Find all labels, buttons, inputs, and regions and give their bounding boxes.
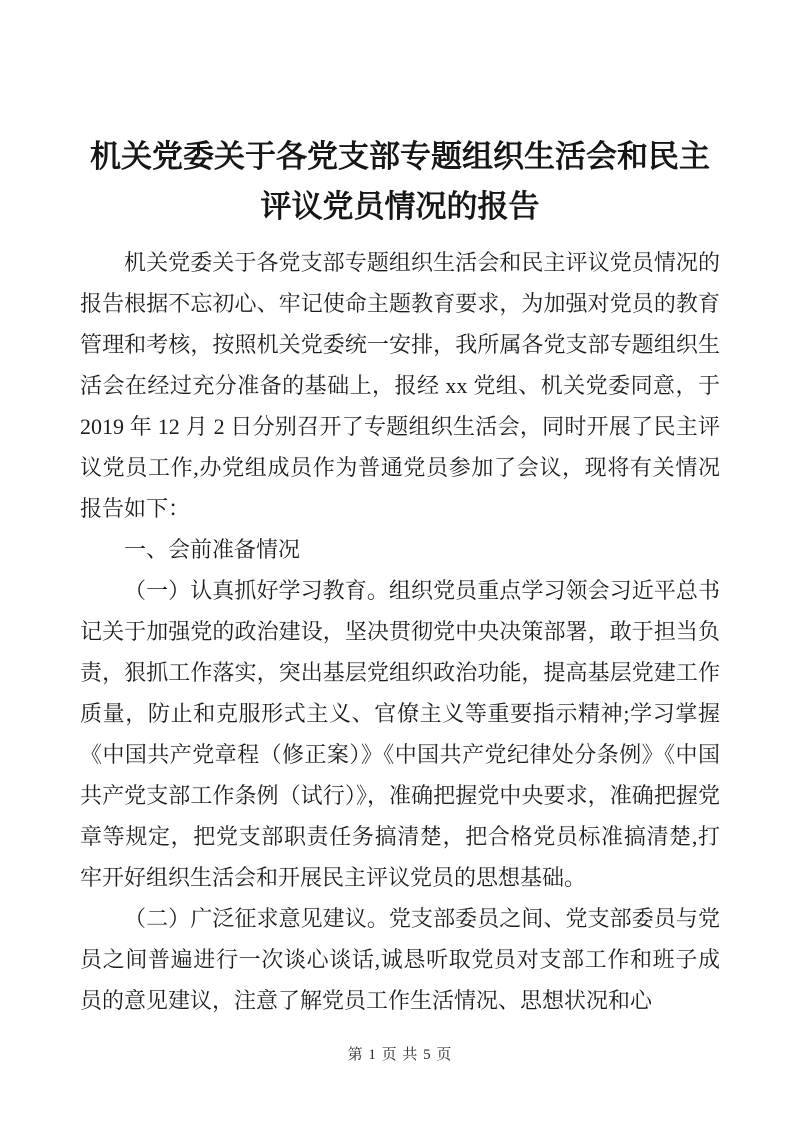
document-body <box>80 242 720 1021</box>
page-number-indicator: 第 1 页 共 5 页 <box>347 1047 453 1063</box>
paragraph-intro: 机关党委关于各党支部专题组织生活会和民主评议党员情况的报告根据不忘初心、牢记使命主题教育要求，为加强对党员的教育管理和考核，按照机关党委统一安排，我所属各党支部专题组织生活会在经过充分准备的基础上，报经 xx 党组、机关党委同意，于 2019 年 12 月 2 日分别召开了专题组织生活会，同时开展了民主评议党员工作,办党组成员作为普通党员参加了会议，现将有关情况报告如下： <box>80 250 720 521</box>
paragraph-section-1-item-2: （二）广泛征求意见建议。党支部委员之间、党支部委员与党员之间普遍进行一次谈心谈话,诚恳听取党员对支部工作和班子成员的意见建议，注意了解党员工作生活情况、思想状况和心 <box>80 906 720 1013</box>
section-heading-1: 一、会前准备情况 <box>124 537 301 562</box>
document-content <box>80 132 720 1021</box>
paragraph-section-1-item-1: （一）认真抓好学习教育。组织党员重点学习领会习近平总书记关于加强党的政治建设，坚决贯彻党中央决策部署，敢于担当负责，狠抓工作落实，突出基层党组织政治功能，提高基层党建工作质量，防止和克服形式主义、官僚主义等重要指示精神;学习掌握《中国共产党章程（修正案）》《中国共产党纪律处分条例》《中国共产党支部工作条例（试行）》，准确把握党中央要求，准确把握党章等规定，把党支部职责任务搞清楚，把合格党员标准搞清楚,打牢开好组织生活会和开展民主评议党员的思想基础。 <box>80 578 720 890</box>
document-title: 机关党委关于各党支部专题组织生活会和民主评议党员情况的报告 <box>90 139 710 224</box>
